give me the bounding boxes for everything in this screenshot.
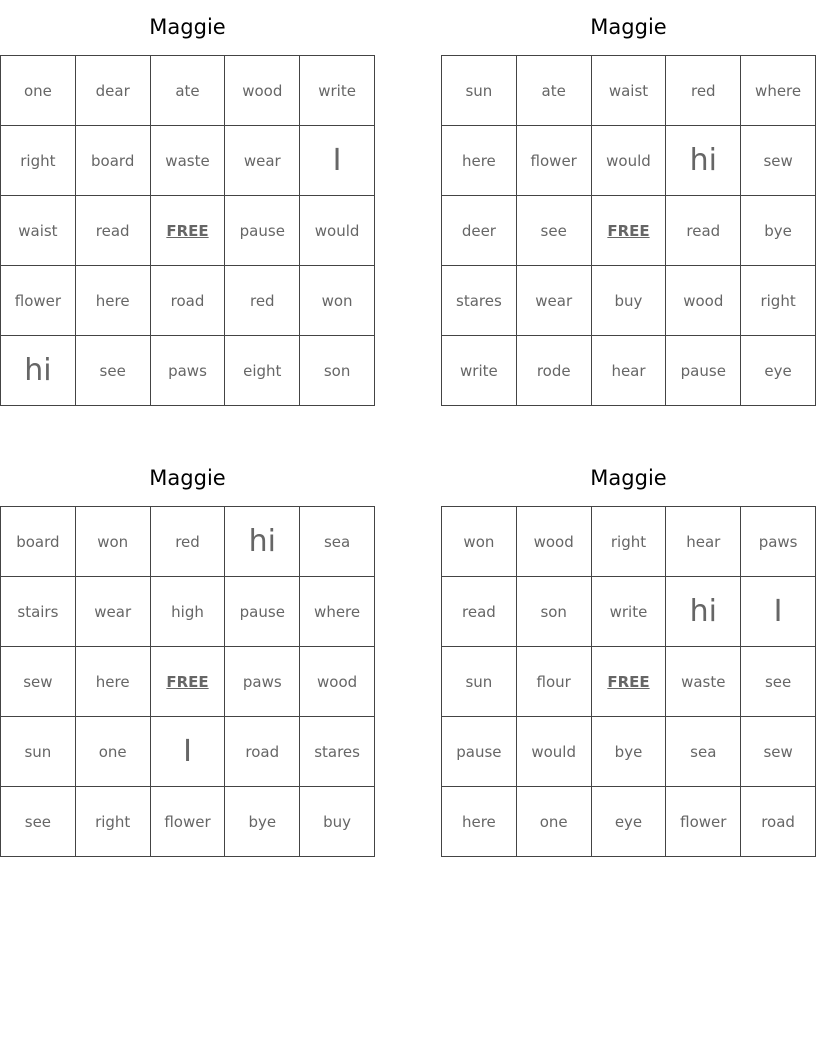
bingo-cell: dear [75, 56, 150, 126]
bingo-cell: deer [442, 196, 517, 266]
bingo-cell: one [516, 787, 591, 857]
bingo-cell: red [225, 266, 300, 336]
bingo-cell: rode [516, 336, 591, 406]
bingo-cell: flower [150, 787, 225, 857]
bingo-cell: I [300, 126, 375, 196]
bingo-cell: pause [225, 577, 300, 647]
bingo-cell: hi [666, 126, 741, 196]
bingo-cell: red [150, 507, 225, 577]
bingo-cell: wood [666, 266, 741, 336]
bingo-cell: paws [741, 507, 816, 577]
bingo-cell: here [442, 787, 517, 857]
bingo-cell: write [300, 56, 375, 126]
bingo-cell: wear [516, 266, 591, 336]
bingo-cell: waist [591, 56, 666, 126]
bingo-cell: won [300, 266, 375, 336]
bingo-cell: read [666, 196, 741, 266]
bingo-cell: pause [225, 196, 300, 266]
bingo-cell: read [442, 577, 517, 647]
bingo-cell: high [150, 577, 225, 647]
bingo-cell: ate [516, 56, 591, 126]
bingo-cell: one [75, 717, 150, 787]
bingo-cell: would [300, 196, 375, 266]
bingo-cell: board [1, 507, 76, 577]
bingo-cell: sew [741, 126, 816, 196]
bingo-cell: stairs [1, 577, 76, 647]
card-title: Maggie [590, 466, 667, 490]
bingo-cell: paws [150, 336, 225, 406]
bingo-cell: I [741, 577, 816, 647]
bingo-cell: I [150, 717, 225, 787]
bingo-cell: road [741, 787, 816, 857]
card-title: Maggie [590, 15, 667, 39]
bingo-cell: eight [225, 336, 300, 406]
bingo-cell: wood [225, 56, 300, 126]
bingo-cell: hi [666, 577, 741, 647]
bingo-cell: right [1, 126, 76, 196]
bingo-cell: sea [666, 717, 741, 787]
bingo-cell: see [516, 196, 591, 266]
bingo-cell: hi [225, 507, 300, 577]
bingo-cell: one [1, 56, 76, 126]
bingo-cell: flour [516, 647, 591, 717]
bingo-cell: right [741, 266, 816, 336]
bingo-cell: write [442, 336, 517, 406]
free-space: FREE [591, 196, 666, 266]
bingo-cell: see [1, 787, 76, 857]
bingo-grid [441, 55, 816, 406]
bingo-cell: right [75, 787, 150, 857]
bingo-cell: see [741, 647, 816, 717]
bingo-cell: bye [741, 196, 816, 266]
bingo-cell: ate [150, 56, 225, 126]
bingo-cell: bye [591, 717, 666, 787]
bingo-cell: flower [516, 126, 591, 196]
bingo-cell: here [442, 126, 517, 196]
bingo-cell: sun [442, 647, 517, 717]
bingo-cell: stares [442, 266, 517, 336]
bingo-cell: son [516, 577, 591, 647]
bingo-cell: would [591, 126, 666, 196]
bingo-cell: buy [591, 266, 666, 336]
bingo-grid [0, 506, 375, 857]
bingo-cell: flower [666, 787, 741, 857]
bingo-cell: waste [666, 647, 741, 717]
bingo-cell: wood [516, 507, 591, 577]
bingo-cell: board [75, 126, 150, 196]
bingo-cell: red [666, 56, 741, 126]
bingo-cell: read [75, 196, 150, 266]
bingo-cell: hear [591, 336, 666, 406]
bingo-cell: here [75, 647, 150, 717]
bingo-cell: won [75, 507, 150, 577]
bingo-cell: flower [1, 266, 76, 336]
bingo-grid [441, 506, 816, 857]
bingo-cell: sun [1, 717, 76, 787]
bingo-cell: road [150, 266, 225, 336]
bingo-cell: here [75, 266, 150, 336]
bingo-cell: right [591, 507, 666, 577]
bingo-cell: hi [1, 336, 76, 406]
free-space: FREE [150, 647, 225, 717]
bingo-cell: sun [442, 56, 517, 126]
bingo-cell: wood [300, 647, 375, 717]
bingo-cell: paws [225, 647, 300, 717]
bingo-cell: pause [442, 717, 517, 787]
card-title: Maggie [149, 466, 226, 490]
bingo-cell: eye [741, 336, 816, 406]
bingo-cell: see [75, 336, 150, 406]
bingo-cell: waist [1, 196, 76, 266]
bingo-cell: won [442, 507, 517, 577]
card-title: Maggie [149, 15, 226, 39]
bingo-cell: buy [300, 787, 375, 857]
bingo-cell: sew [1, 647, 76, 717]
bingo-cell: stares [300, 717, 375, 787]
bingo-cell: waste [150, 126, 225, 196]
bingo-cell: sew [741, 717, 816, 787]
bingo-cell: where [741, 56, 816, 126]
bingo-cell: write [591, 577, 666, 647]
bingo-grid [0, 55, 375, 406]
bingo-cell: road [225, 717, 300, 787]
bingo-cell: son [300, 336, 375, 406]
free-space: FREE [150, 196, 225, 266]
bingo-cell: hear [666, 507, 741, 577]
bingo-cell: bye [225, 787, 300, 857]
bingo-cell: wear [75, 577, 150, 647]
bingo-cell: would [516, 717, 591, 787]
bingo-cell: eye [591, 787, 666, 857]
bingo-cell: pause [666, 336, 741, 406]
bingo-cell: where [300, 577, 375, 647]
bingo-cell: sea [300, 507, 375, 577]
free-space: FREE [591, 647, 666, 717]
bingo-cell: wear [225, 126, 300, 196]
